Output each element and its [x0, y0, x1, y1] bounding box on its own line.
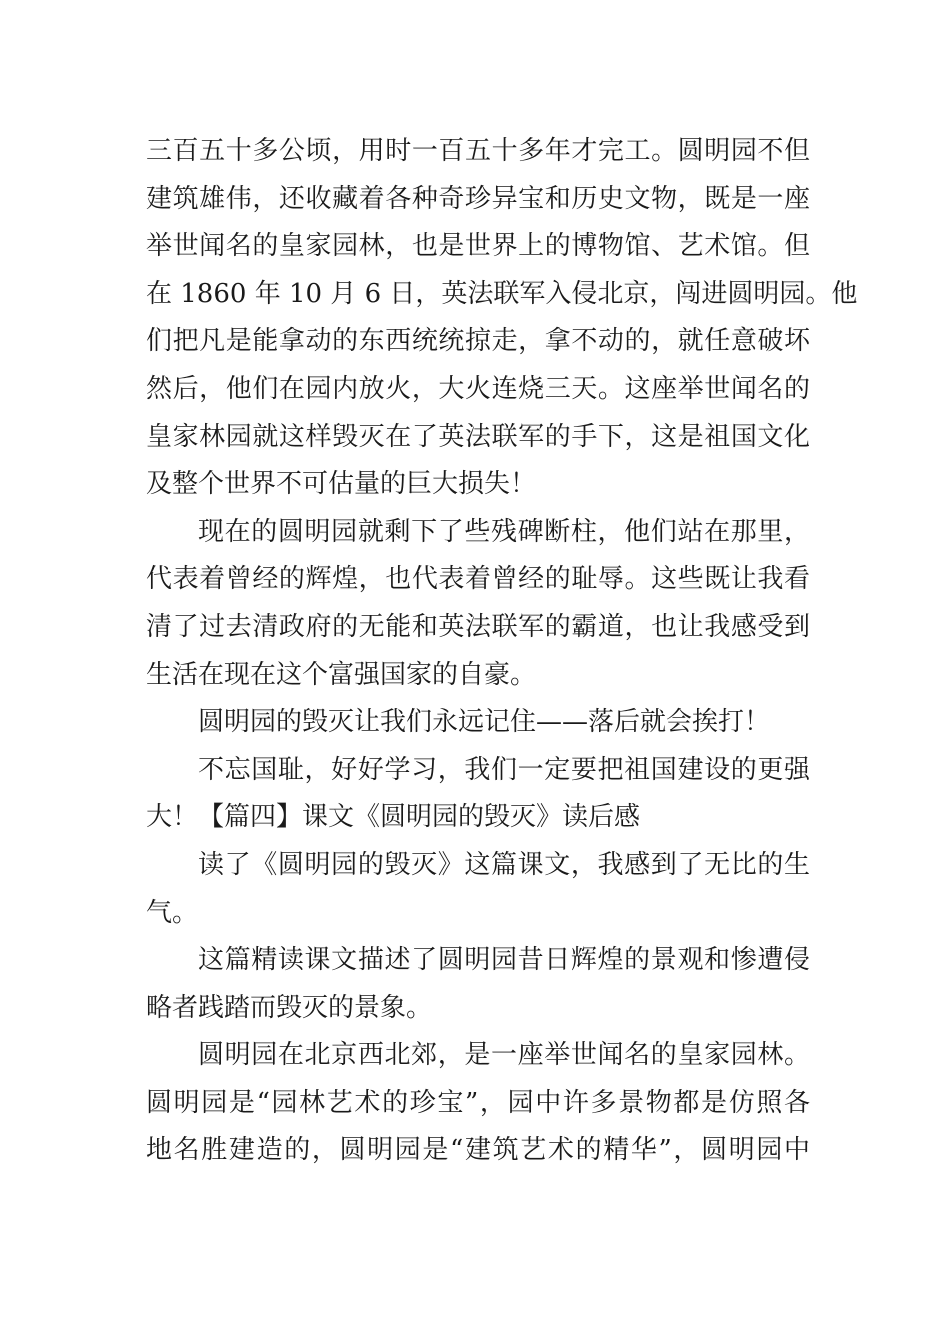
text-line: 圆明园是“园林艺术的珍宝”，园中许多景物都是仿照各 — [146, 1087, 810, 1118]
paragraph-start-line: 这篇精读课文描述了圆明园昔日辉煌的景观和惨遭侵 — [198, 945, 810, 976]
text-line: 建筑雄伟，还收藏着各种奇珍异宝和历史文物，既是一座 — [146, 183, 810, 214]
text-line: 略者践踏而毁灭的景象。 — [146, 992, 433, 1023]
paragraph-start-line: 现在的圆明园就剩下了些残碑断柱，他们站在那里， — [198, 516, 810, 547]
section-heading-line: 大！【篇四】课文《圆明园的毁灭》读后感 — [146, 802, 641, 833]
text-line: 皇家林园就这样毁灭在了英法联军的手下，这是祖国文化 — [146, 421, 810, 452]
text-line: 们把凡是能拿动的东西统统掠走，拿不动的，就任意破坏 — [146, 326, 810, 357]
text-line: 在 1860 年 10 月 6 日，英法联军入侵北京，闯进圆明园。他 — [146, 278, 858, 309]
paragraph-start-line: 不忘国耻，好好学习，我们一定要把祖国建设的更强 — [198, 754, 810, 785]
text-line: 代表着曾经的辉煌，也代表着曾经的耻辱。这些既让我看 — [146, 564, 810, 595]
paragraph-start-line: 圆明园的毁灭让我们永远记住——落后就会挨打！ — [198, 707, 771, 738]
paragraph-start-line: 圆明园在北京西北郊，是一座举世闻名的皇家园林。 — [198, 1040, 810, 1071]
document-body — [146, 128, 858, 1175]
text-line: 三百五十多公顷，用时一百五十多年才完工。圆明园不但 — [146, 136, 810, 166]
text-line: 举世闻名的皇家园林，也是世界上的博物馆、艺术馆。但 — [146, 231, 810, 262]
text-line: 及整个世界不可估量的巨大损失！ — [146, 469, 537, 500]
text-line: 然后，他们在园内放火，大火连烧三天。这座举世闻名的 — [146, 373, 810, 404]
text-line: 地名胜建造的，圆明园是“建筑艺术的精华”，圆明园中 — [146, 1135, 810, 1166]
text-line: 生活在现在这个富强国家的自豪。 — [146, 659, 537, 690]
text-line: 清了过去清政府的无能和英法联军的霸道，也让我感受到 — [146, 611, 810, 642]
paragraph-start-line: 读了《圆明园的毁灭》这篇课文，我感到了无比的生 — [198, 849, 810, 880]
text-line: 气。 — [146, 897, 199, 928]
